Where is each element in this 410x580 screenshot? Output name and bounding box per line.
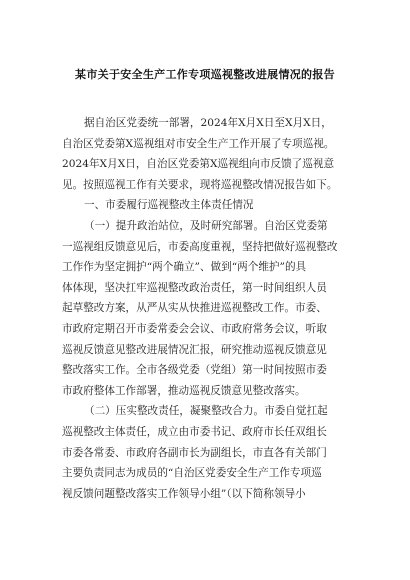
body-line: 市政府定期召开市委常委会会议、市政府常务会议，听取 — [62, 322, 327, 335]
body-line: 视反馈问题整改落实工作领导小组”（以下简称领导小 — [62, 487, 306, 500]
body-line: 整改落实工作。全市各级党委（党组）第一时间按照市委 — [62, 364, 327, 377]
body-line: （二）压实整改责任，凝聚整改合力。市委自觉扛起 — [84, 405, 328, 418]
body-line: 巡视整改主体责任，成立由市委书记、政府市长任双组长 — [62, 425, 327, 438]
body-line: （一）提升政治站位，及时研究部署。自治区党委第 — [84, 219, 328, 232]
document-title: 某市关于安全生产工作专项巡视整改进展情况的报告 — [75, 68, 335, 81]
body-line: 2024年X月X日，自治区党委第X巡视组向市反馈了巡视意 — [62, 158, 335, 171]
body-line: 市委各常委、市政府各副市长为副组长，市直各有关部门 — [62, 446, 327, 459]
body-line: 工作作为坚定拥护“两个确立”、做到“两个维护”的具 — [62, 261, 307, 274]
document-body — [62, 113, 354, 504]
body-line: 巡视反馈意见整改进展情况汇报，研究推动巡视反馈意见 — [62, 343, 327, 356]
body-line: 一巡视组反馈意见后，市委高度重视，坚持把做好巡视整改 — [62, 240, 338, 253]
body-line: 自治区党委第X巡视组对市安全生产工作开展了专项巡视。 — [62, 137, 335, 150]
body-line: 体体现，坚决扛牢巡视整改政治责任，第一时间组织人员 — [62, 281, 327, 294]
body-line: 一、市委履行巡视整改主体责任情况 — [84, 199, 254, 212]
body-line: 据自治区党委统一部署，2024年X月X日至X月X日， — [84, 117, 332, 129]
body-line: 起草整改方案，从严从实从快推进巡视整改工作。市委、 — [62, 302, 327, 315]
body-line: 见。按照巡视工作有关要求，现将巡视整改情况报告如下。 — [62, 178, 338, 191]
body-line: 主要负责同志为成员的“自治区党委安全生产工作专项巡 — [62, 467, 322, 480]
body-line: 市政府整体工作部署，推动巡视反馈意见整改落实。 — [62, 384, 306, 397]
